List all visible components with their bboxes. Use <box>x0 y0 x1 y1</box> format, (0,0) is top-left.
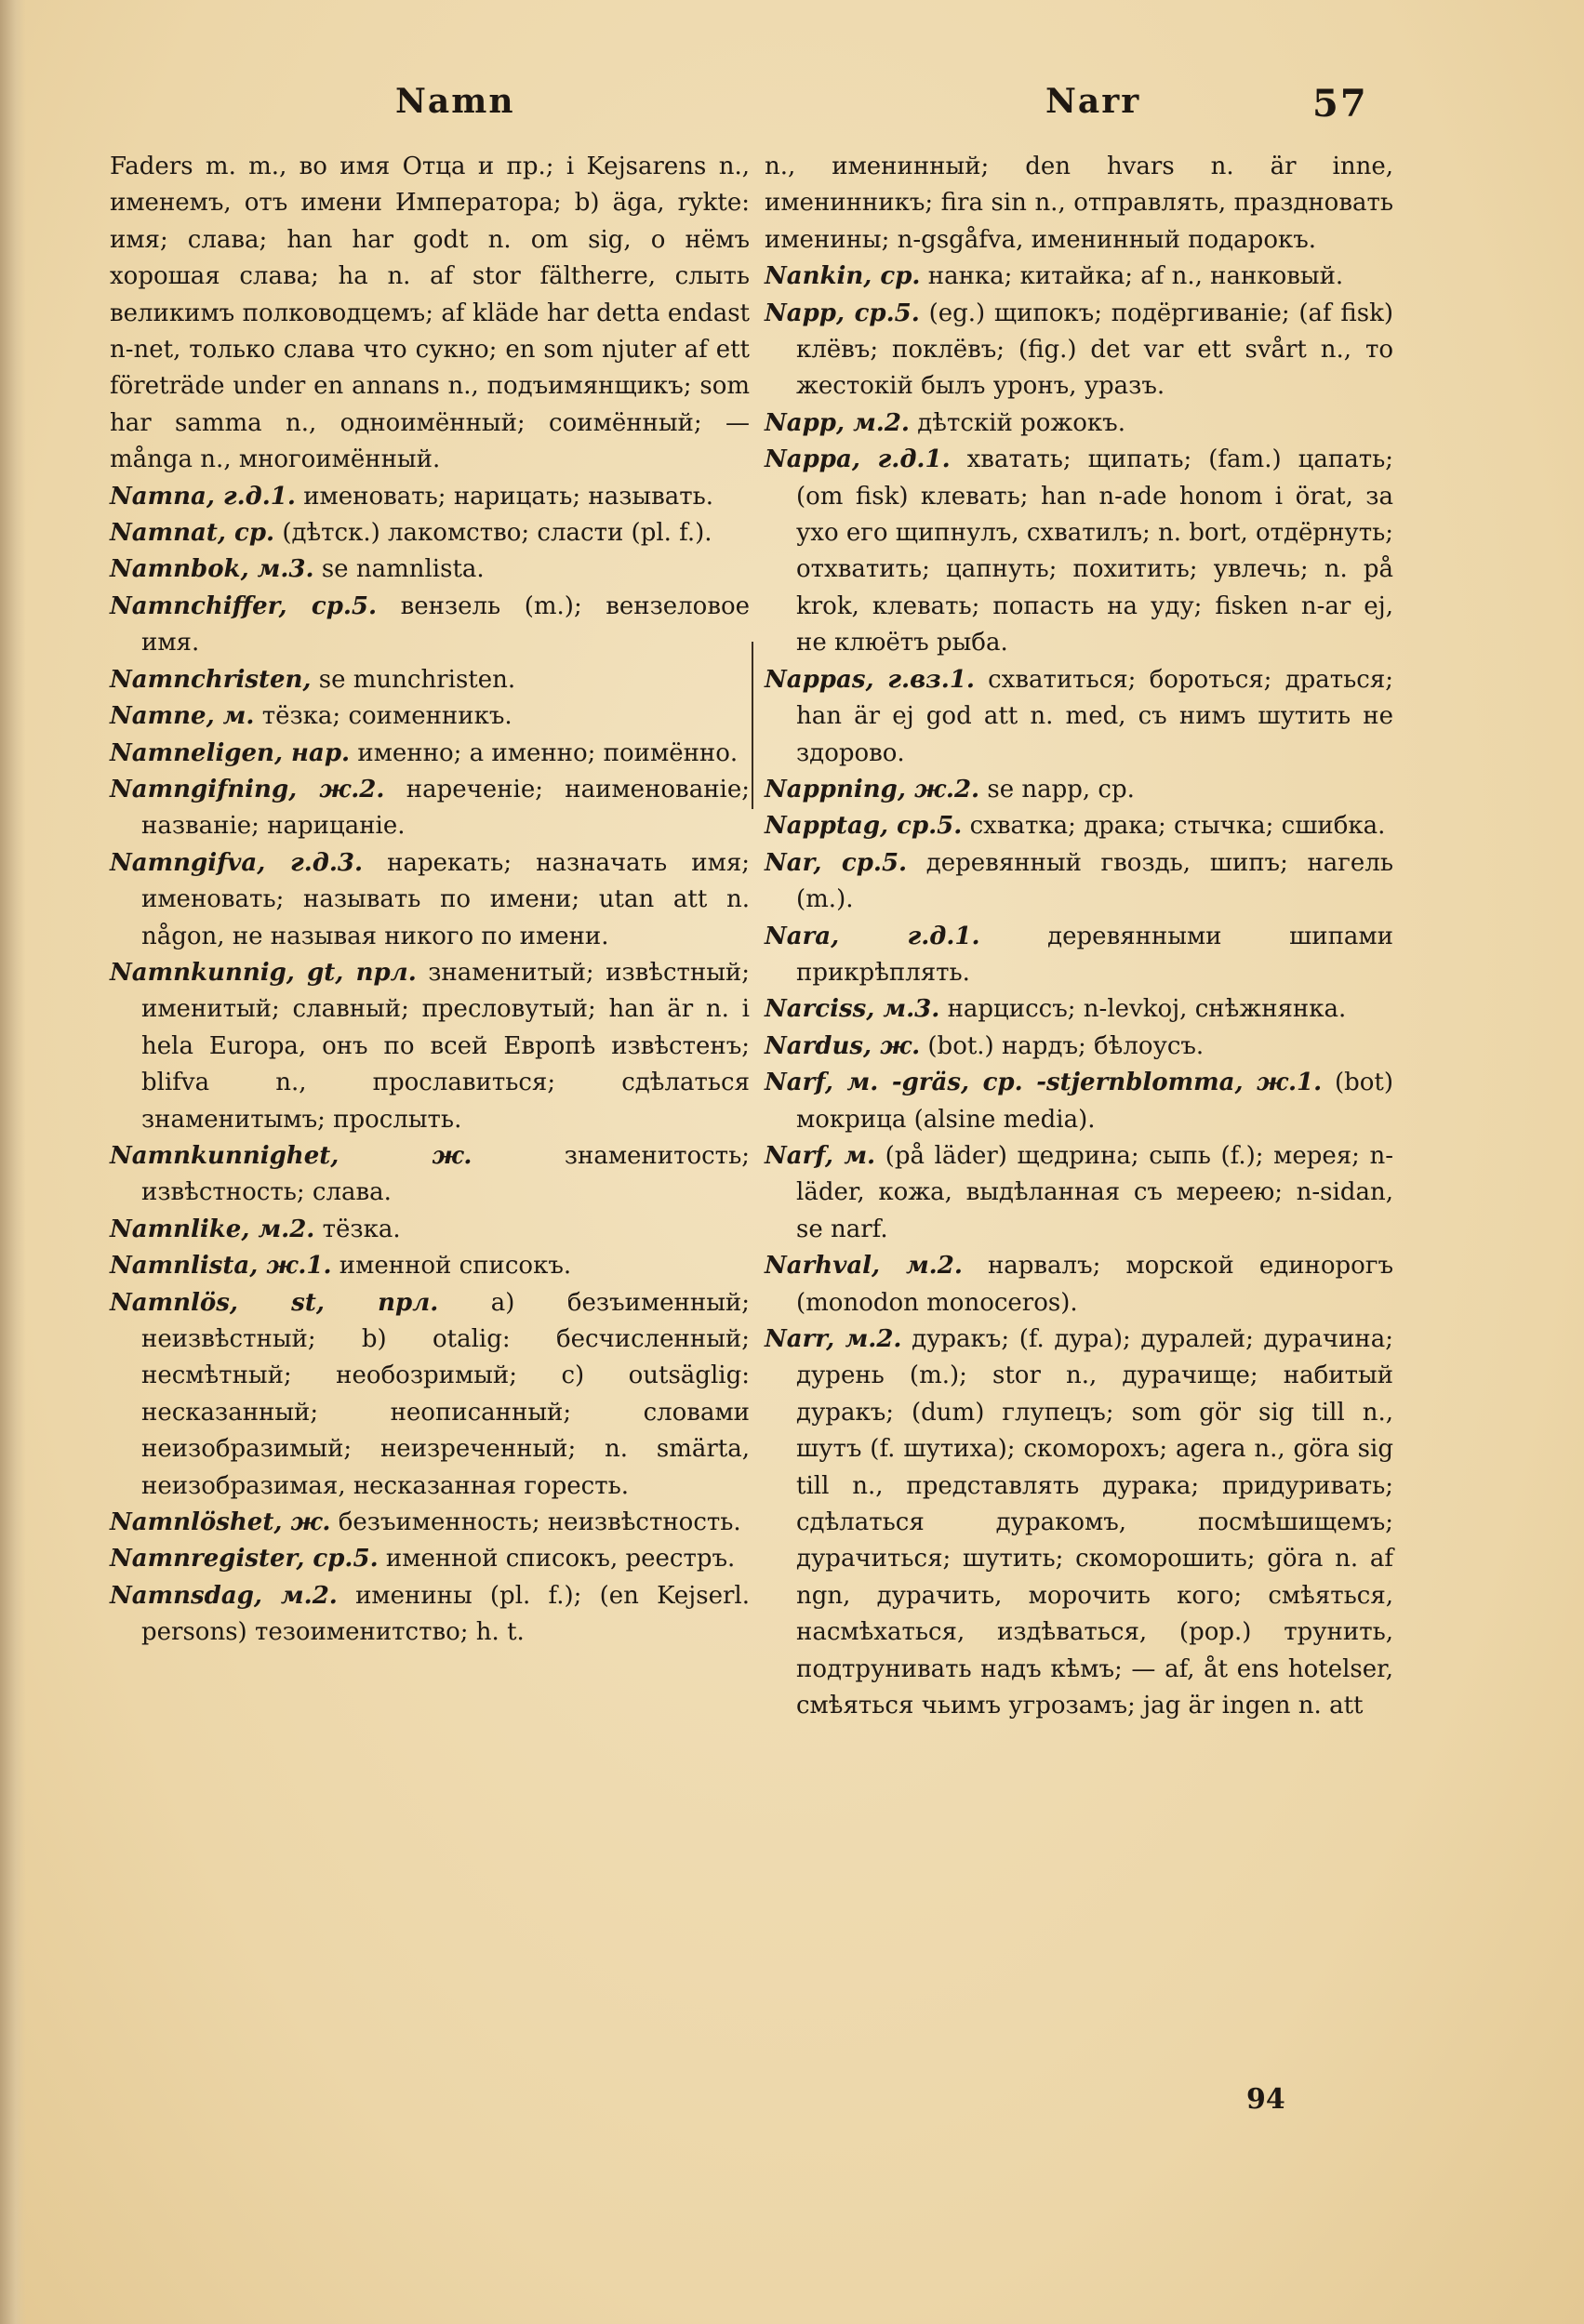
dictionary-entry <box>765 772 1393 808</box>
entry-definition: схватиться; бороться; драться; han är ej god att n. med, съ нимъ шутить не здорово. <box>796 665 1393 767</box>
entry-headword: Namna, г.д.1. <box>110 482 296 511</box>
dictionary-entry <box>110 1505 750 1541</box>
entry-definition: нарвалъ; морской единорогъ (monodon monoceros). <box>796 1252 1393 1317</box>
entry-headword: Namnlista, ж.1. <box>110 1252 332 1281</box>
dictionary-entry <box>765 808 1393 844</box>
dictionary-entry <box>110 149 750 479</box>
entry-definition: именной списокъ. <box>331 1252 572 1281</box>
entry-headword: Narf, м. -gräs, ср. -stjernblomma, ж.1. <box>765 1069 1323 1097</box>
entry-definition: (på läder) щедрина; сыпь (f.); мерея; n-läder, кожа, выдѣланная съ мереею; n-sidan, se narf. <box>796 1141 1393 1243</box>
dictionary-entry <box>110 1541 750 1577</box>
header-left-guide-word: Namn <box>395 82 515 121</box>
entry-definition: безъименность; неизвѣстность. <box>330 1508 741 1537</box>
entry-headword: Namnat, ср. <box>110 519 275 548</box>
entry-headword: Napptag, ср.5. <box>765 812 963 841</box>
entry-definition: нарциссъ; n-levkoj, снѣжнянка. <box>939 995 1347 1024</box>
dictionary-entry <box>765 259 1393 295</box>
entry-definition: дѣтскій рожокъ. <box>910 408 1125 437</box>
entry-headword: Namnsdag, м.2. <box>110 1581 338 1610</box>
entry-headword: Namnkunnig, gt, прл. <box>110 958 417 987</box>
entry-definition: знаменитый; извѣстный; именитый; славный; пресловутый; han är n. i hela Europa, онъ по всей Европѣ извѣстенъ; blifva n., прославиться; сдѣлаться знаменитымъ; прослыть. <box>141 958 751 1134</box>
dictionary-entry <box>765 662 1393 772</box>
entry-definition: (eg.) щипокъ; подёргиваніе; (af fisk) клёвъ; поклёвъ; (fig.) det var ett svårt n., то жестокій былъ уронъ, уразъ. <box>796 299 1394 401</box>
entry-definition: a) безъименный; неизвѣстный; b) otalig: бесчисленный; несмѣтный; необозримый; c) outsäglig: несказанный; неописанный; словами неизобразимый; неизреченный; n. smärta, неизобразимая, несказанная горесть. <box>141 1288 750 1500</box>
entry-headword: Nankin, ср. <box>765 262 921 291</box>
entry-definition: вензель (m.); вензеловое имя. <box>141 591 750 657</box>
entry-definition: se munchristen. <box>311 665 516 694</box>
right-column <box>765 149 1393 1724</box>
entry-definition: именной списокъ, реестръ. <box>378 1545 736 1574</box>
entry-definition: деревянный гвоздь, шипъ; нагель (m.). <box>796 848 1393 914</box>
entry-headword: Namnregister, ср.5. <box>110 1545 379 1574</box>
dictionary-entry <box>765 845 1393 919</box>
entry-headword: Narf, м. <box>765 1141 876 1170</box>
entry-definition: именовать; нарицать; называть. <box>295 482 714 511</box>
entry-definition: (дѣтск.) лакомство; сласти (pl. f.). <box>274 519 712 548</box>
entry-headword: Nardus, ж. <box>765 1031 921 1060</box>
entry-headword: Namnlöshet, ж. <box>110 1508 331 1537</box>
printer-signature: 94 <box>1246 2083 1285 2116</box>
entry-headword: Namnchiffer, ср.5. <box>110 591 378 620</box>
dictionary-entry <box>110 1212 750 1248</box>
page-number: 57 <box>1312 82 1368 126</box>
dictionary-entry <box>110 1285 750 1505</box>
entry-headword: Namngifva, г.д.3. <box>110 848 364 877</box>
entry-definition: нанка; китайка; af n., нанковый. <box>920 262 1344 291</box>
entry-definition: (bot) мокрица (alsine media). <box>796 1069 1393 1134</box>
entry-headword: Namnchristen, <box>110 665 312 694</box>
entry-headword: Napp, ср.5. <box>765 299 920 327</box>
entry-headword: Namnkunnighet, ж. <box>110 1141 473 1170</box>
dictionary-entry <box>765 1138 1393 1248</box>
dictionary-entry <box>765 1321 1393 1724</box>
dictionary-entry <box>110 845 750 955</box>
dictionary-entry <box>765 1248 1393 1321</box>
entry-headword: Nara, г.д.1. <box>765 922 980 950</box>
entry-headword: Napp, м.2. <box>765 408 910 437</box>
dictionary-entry <box>765 405 1393 442</box>
dictionary-entry <box>765 442 1393 661</box>
header-right-guide-word: Narr <box>1045 82 1141 121</box>
entry-definition: Faders m. m., во имя Отца и пр.; i Kejsarens n., именемъ, отъ имени Императора; b) äga, rykte: имя; слава; han har godt n. om sig, о нёмъ хорошая слава; ha n. af stor fältherre, слыть великимъ полководцемъ; af kläde har detta endast n-net, только слава что сукно; en som njuter af ett företräde under en annans n., подъимянщикъ; som har samma n., одноимённый; соимённый; — många n., многоимённый. <box>110 153 750 474</box>
entry-definition: дуракъ; (f. дура); дуралей; дурачина; дурень (m.); stor n., дурачище; набитый дуракъ; (dum) глупецъ; som gör sig till n., шутъ (f. шутиха); скоморохъ; agera n., göra sig till n., представлять дурака; придуривать; сдѣлаться дуракомъ, посмѣшищемъ; дурачиться; шутить; скоморошить; göra n. af ngn, дурачить, морочить кого; смѣяться, насмѣхаться, издѣваться, (pop.) трунить, подтрунивать надъ кѣмъ; — af, åt ens hotelser, смѣяться чьимъ угрозамъ; jag är ingen n. att <box>796 1325 1393 1720</box>
dictionary-entry <box>765 991 1393 1028</box>
entry-definition: n., именинный; den hvars n. är inne, именинникъ; fira sin n., отправлять, праздновать именины; n-gsgåfva, именинный подарокъ. <box>765 153 1393 254</box>
entry-headword: Nappa, г.д.1. <box>765 445 951 474</box>
entry-headword: Narhval, м.2. <box>765 1252 963 1281</box>
entry-definition: se namnlista. <box>313 555 485 584</box>
entry-headword: Namngifning, ж.2. <box>110 775 385 803</box>
dictionary-entry <box>765 1029 1393 1065</box>
entry-definition: тёзка; соименникъ. <box>254 702 512 731</box>
entry-headword: Narr, м.2. <box>765 1325 902 1353</box>
dictionary-entry <box>110 698 750 735</box>
dictionary-entry <box>765 149 1393 259</box>
entry-headword: Nappas, г.вз.1. <box>765 665 975 694</box>
dictionary-entry <box>110 1138 750 1212</box>
dictionary-entry <box>110 479 750 515</box>
page-edge <box>0 0 26 2324</box>
entry-definition: se napp, ср. <box>979 775 1135 803</box>
dictionary-entry <box>765 296 1393 405</box>
entry-definition: (bot.) нардъ; бѣлоусъ. <box>920 1031 1205 1060</box>
dictionary-entry <box>110 551 750 588</box>
left-column <box>110 149 750 1652</box>
dictionary-entry <box>765 1065 1393 1138</box>
entry-headword: Nar, ср.5. <box>765 848 908 877</box>
dictionary-entry <box>110 1578 750 1652</box>
dictionary-entry <box>110 955 750 1138</box>
entry-definition: нарекать; назначать имя; именовать; называть по имени; utan att n. någon, не называя никого по имени. <box>141 848 750 950</box>
dictionary-entry <box>765 919 1393 992</box>
entry-definition: деревянными шипами прикрѣплять. <box>796 922 1393 987</box>
entry-definition: именины (pl. f.); (en Kejserl. persons) тезоименитство; h. t. <box>141 1581 750 1647</box>
entry-headword: Nappning, ж.2. <box>765 775 980 803</box>
entry-definition: знаменитость; извѣстность; слава. <box>141 1141 750 1207</box>
dictionary-entry <box>110 772 750 845</box>
column-divider <box>752 642 753 809</box>
dictionary-entry <box>110 589 750 662</box>
entry-headword: Namneligen, нар. <box>110 738 351 767</box>
dictionary-entry <box>110 1248 750 1284</box>
dictionary-entry <box>110 515 750 551</box>
entry-headword: Namnbok, м.3. <box>110 555 314 584</box>
entry-headword: Namne, м. <box>110 702 255 731</box>
entry-definition: нареченіе; наименованіе; названіе; нарицаніе. <box>141 775 750 841</box>
dictionary-entry <box>110 736 750 772</box>
entry-definition: схватка; драка; стычка; сшибка. <box>962 812 1386 841</box>
entry-definition: именно; а именно; поимённо. <box>350 738 739 767</box>
entry-headword: Namnlike, м.2. <box>110 1215 315 1243</box>
entry-definition: хватать; щипать; (fam.) цапать; (om fisk) клевать; han n-ade honom i örat, за ухо его щипнулъ, схватилъ; n. bort, отдёрнуть; отхватить; цапнуть; похитить; увлечь; n. på krok, клевать; попасть на уду; fisken n-ar ej, не клюётъ рыба. <box>796 445 1393 657</box>
entry-headword: Narciss, м.3. <box>765 995 940 1024</box>
running-header <box>0 82 1584 138</box>
entry-definition: тёзка. <box>314 1215 401 1243</box>
entry-headword: Namnlös, st, прл. <box>110 1288 439 1317</box>
dictionary-entry <box>110 662 750 698</box>
